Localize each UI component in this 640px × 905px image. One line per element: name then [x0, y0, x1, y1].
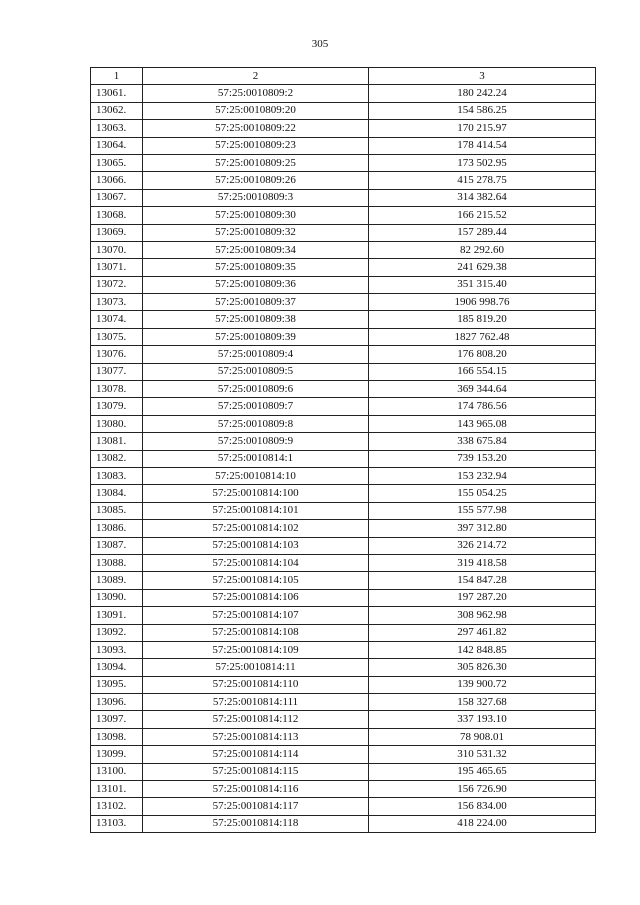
row-number-cell: 13071. [91, 259, 143, 276]
row-number-cell: 13093. [91, 641, 143, 658]
cadastral-number-cell: 57:25:0010809:34 [143, 241, 369, 258]
value-cell: 338 675.84 [369, 433, 596, 450]
value-cell: 155 054.25 [369, 485, 596, 502]
cadastral-number-cell: 57:25:0010809:4 [143, 346, 369, 363]
value-cell: 166 215.52 [369, 207, 596, 224]
cadastral-number-cell: 57:25:0010809:3 [143, 189, 369, 206]
cadastral-number-cell: 57:25:0010809:7 [143, 398, 369, 415]
cadastral-number-cell: 57:25:0010809:35 [143, 259, 369, 276]
row-number-cell: 13101. [91, 781, 143, 798]
value-cell: 82 292.60 [369, 241, 596, 258]
row-number-cell: 13076. [91, 346, 143, 363]
row-number-cell: 13088. [91, 554, 143, 571]
row-number-cell: 13099. [91, 746, 143, 763]
table-row [91, 502, 596, 519]
table-row [91, 607, 596, 624]
value-cell: 415 278.75 [369, 172, 596, 189]
row-number-cell: 13095. [91, 676, 143, 693]
row-number-cell: 13065. [91, 154, 143, 171]
data-table [90, 67, 596, 833]
table-row [91, 415, 596, 432]
table-row [91, 85, 596, 102]
cadastral-number-cell: 57:25:0010814:118 [143, 815, 369, 832]
cadastral-number-cell: 57:25:0010814:114 [143, 746, 369, 763]
cadastral-number-cell: 57:25:0010814:103 [143, 537, 369, 554]
value-cell: 314 382.64 [369, 189, 596, 206]
value-cell: 174 786.56 [369, 398, 596, 415]
table-row [91, 241, 596, 258]
cadastral-number-cell: 57:25:0010814:115 [143, 763, 369, 780]
cadastral-number-cell: 57:25:0010809:30 [143, 207, 369, 224]
value-cell: 155 577.98 [369, 502, 596, 519]
value-cell: 143 965.08 [369, 415, 596, 432]
cadastral-number-cell: 57:25:0010809:38 [143, 311, 369, 328]
cadastral-number-cell: 57:25:0010809:37 [143, 294, 369, 311]
table-row [91, 120, 596, 137]
cadastral-number-cell: 57:25:0010814:112 [143, 711, 369, 728]
row-number-cell: 13072. [91, 276, 143, 293]
value-cell: 739 153.20 [369, 450, 596, 467]
value-cell: 173 502.95 [369, 154, 596, 171]
row-number-cell: 13067. [91, 189, 143, 206]
value-cell: 157 289.44 [369, 224, 596, 241]
table-row [91, 294, 596, 311]
cadastral-number-cell: 57:25:0010809:39 [143, 328, 369, 345]
table-row [91, 207, 596, 224]
row-number-cell: 13077. [91, 363, 143, 380]
row-number-cell: 13098. [91, 728, 143, 745]
table-row [91, 311, 596, 328]
table-body [91, 85, 596, 833]
cadastral-number-cell: 57:25:0010809:25 [143, 154, 369, 171]
table-row [91, 172, 596, 189]
cadastral-number-cell: 57:25:0010814:100 [143, 485, 369, 502]
table-row [91, 189, 596, 206]
row-number-cell: 13079. [91, 398, 143, 415]
cadastral-number-cell: 57:25:0010809:5 [143, 363, 369, 380]
cadastral-number-cell: 57:25:0010814:106 [143, 589, 369, 606]
cadastral-number-cell: 57:25:0010814:109 [143, 641, 369, 658]
table-row [91, 728, 596, 745]
cadastral-number-cell: 57:25:0010814:117 [143, 798, 369, 815]
table-row [91, 485, 596, 502]
table-row [91, 381, 596, 398]
value-cell: 1906 998.76 [369, 294, 596, 311]
table-row [91, 154, 596, 171]
page-number: 305 [311, 38, 329, 50]
table-row [91, 433, 596, 450]
row-number-cell: 13061. [91, 85, 143, 102]
table-row [91, 467, 596, 484]
value-cell: 351 315.40 [369, 276, 596, 293]
cadastral-number-cell: 57:25:0010814:111 [143, 694, 369, 711]
table-row [91, 363, 596, 380]
table-row [91, 711, 596, 728]
table-row [91, 572, 596, 589]
cadastral-number-cell: 57:25:0010814:105 [143, 572, 369, 589]
row-number-cell: 13102. [91, 798, 143, 815]
cadastral-number-cell: 57:25:0010809:22 [143, 120, 369, 137]
table-row [91, 520, 596, 537]
row-number-cell: 13086. [91, 520, 143, 537]
value-cell: 154 586.25 [369, 102, 596, 119]
cadastral-number-cell: 57:25:0010814:104 [143, 554, 369, 571]
cadastral-number-cell: 57:25:0010814:107 [143, 607, 369, 624]
table-row [91, 224, 596, 241]
cadastral-number-cell: 57:25:0010809:23 [143, 137, 369, 154]
table-row [91, 102, 596, 119]
value-cell: 185 819.20 [369, 311, 596, 328]
row-number-cell: 13069. [91, 224, 143, 241]
table-row [91, 763, 596, 780]
row-number-cell: 13075. [91, 328, 143, 345]
table-row [91, 450, 596, 467]
cadastral-number-cell: 57:25:0010809:9 [143, 433, 369, 450]
row-number-cell: 13064. [91, 137, 143, 154]
value-cell: 369 344.64 [369, 381, 596, 398]
cadastral-number-cell: 57:25:0010814:110 [143, 676, 369, 693]
table-row [91, 259, 596, 276]
cadastral-number-cell: 57:25:0010809:2 [143, 85, 369, 102]
value-cell: 156 726.90 [369, 781, 596, 798]
table-row [91, 624, 596, 641]
value-cell: 418 224.00 [369, 815, 596, 832]
cadastral-number-cell: 57:25:0010809:6 [143, 381, 369, 398]
value-cell: 195 465.65 [369, 763, 596, 780]
row-number-cell: 13080. [91, 415, 143, 432]
value-cell: 337 193.10 [369, 711, 596, 728]
row-number-cell: 13081. [91, 433, 143, 450]
value-cell: 78 908.01 [369, 728, 596, 745]
value-cell: 397 312.80 [369, 520, 596, 537]
table-row [91, 137, 596, 154]
value-cell: 154 847.28 [369, 572, 596, 589]
row-number-cell: 13094. [91, 659, 143, 676]
table-row [91, 781, 596, 798]
row-number-cell: 13082. [91, 450, 143, 467]
table-row [91, 641, 596, 658]
row-number-cell: 13074. [91, 311, 143, 328]
row-number-cell: 13087. [91, 537, 143, 554]
value-cell: 297 461.82 [369, 624, 596, 641]
cadastral-number-cell: 57:25:0010809:20 [143, 102, 369, 119]
value-cell: 158 327.68 [369, 694, 596, 711]
value-cell: 142 848.85 [369, 641, 596, 658]
column-header-3: 3 [369, 68, 596, 85]
cadastral-number-cell: 57:25:0010814:108 [143, 624, 369, 641]
value-cell: 326 214.72 [369, 537, 596, 554]
value-cell: 319 418.58 [369, 554, 596, 571]
value-cell: 166 554.15 [369, 363, 596, 380]
value-cell: 308 962.98 [369, 607, 596, 624]
column-header-1: 1 [91, 68, 143, 85]
value-cell: 310 531.32 [369, 746, 596, 763]
value-cell: 1827 762.48 [369, 328, 596, 345]
table-row [91, 537, 596, 554]
table-row [91, 346, 596, 363]
value-cell: 178 414.54 [369, 137, 596, 154]
row-number-cell: 13097. [91, 711, 143, 728]
cadastral-number-cell: 57:25:0010814:10 [143, 467, 369, 484]
table-header-row [91, 68, 596, 85]
value-cell: 241 629.38 [369, 259, 596, 276]
table-row [91, 746, 596, 763]
row-number-cell: 13090. [91, 589, 143, 606]
cadastral-number-cell: 57:25:0010809:26 [143, 172, 369, 189]
row-number-cell: 13083. [91, 467, 143, 484]
column-header-2: 2 [143, 68, 369, 85]
row-number-cell: 13070. [91, 241, 143, 258]
cadastral-number-cell: 57:25:0010814:113 [143, 728, 369, 745]
row-number-cell: 13089. [91, 572, 143, 589]
value-cell: 176 808.20 [369, 346, 596, 363]
row-number-cell: 13085. [91, 502, 143, 519]
table-row [91, 815, 596, 832]
value-cell: 170 215.97 [369, 120, 596, 137]
cadastral-number-cell: 57:25:0010814:11 [143, 659, 369, 676]
row-number-cell: 13091. [91, 607, 143, 624]
row-number-cell: 13068. [91, 207, 143, 224]
row-number-cell: 13103. [91, 815, 143, 832]
table-row [91, 398, 596, 415]
row-number-cell: 13066. [91, 172, 143, 189]
table-row [91, 659, 596, 676]
table-row [91, 798, 596, 815]
cadastral-number-cell: 57:25:0010814:1 [143, 450, 369, 467]
table-row [91, 694, 596, 711]
value-cell: 180 242.24 [369, 85, 596, 102]
value-cell: 305 826.30 [369, 659, 596, 676]
cadastral-number-cell: 57:25:0010809:36 [143, 276, 369, 293]
row-number-cell: 13062. [91, 102, 143, 119]
row-number-cell: 13073. [91, 294, 143, 311]
table-row [91, 589, 596, 606]
value-cell: 153 232.94 [369, 467, 596, 484]
value-cell: 156 834.00 [369, 798, 596, 815]
cadastral-number-cell: 57:25:0010809:8 [143, 415, 369, 432]
row-number-cell: 13084. [91, 485, 143, 502]
cadastral-number-cell: 57:25:0010809:32 [143, 224, 369, 241]
cadastral-number-cell: 57:25:0010814:101 [143, 502, 369, 519]
cadastral-number-cell: 57:25:0010814:102 [143, 520, 369, 537]
row-number-cell: 13092. [91, 624, 143, 641]
cadastral-number-cell: 57:25:0010814:116 [143, 781, 369, 798]
row-number-cell: 13078. [91, 381, 143, 398]
value-cell: 139 900.72 [369, 676, 596, 693]
row-number-cell: 13063. [91, 120, 143, 137]
table-row [91, 676, 596, 693]
table-row [91, 276, 596, 293]
row-number-cell: 13096. [91, 694, 143, 711]
value-cell: 197 287.20 [369, 589, 596, 606]
row-number-cell: 13100. [91, 763, 143, 780]
table-row [91, 554, 596, 571]
table-row [91, 328, 596, 345]
